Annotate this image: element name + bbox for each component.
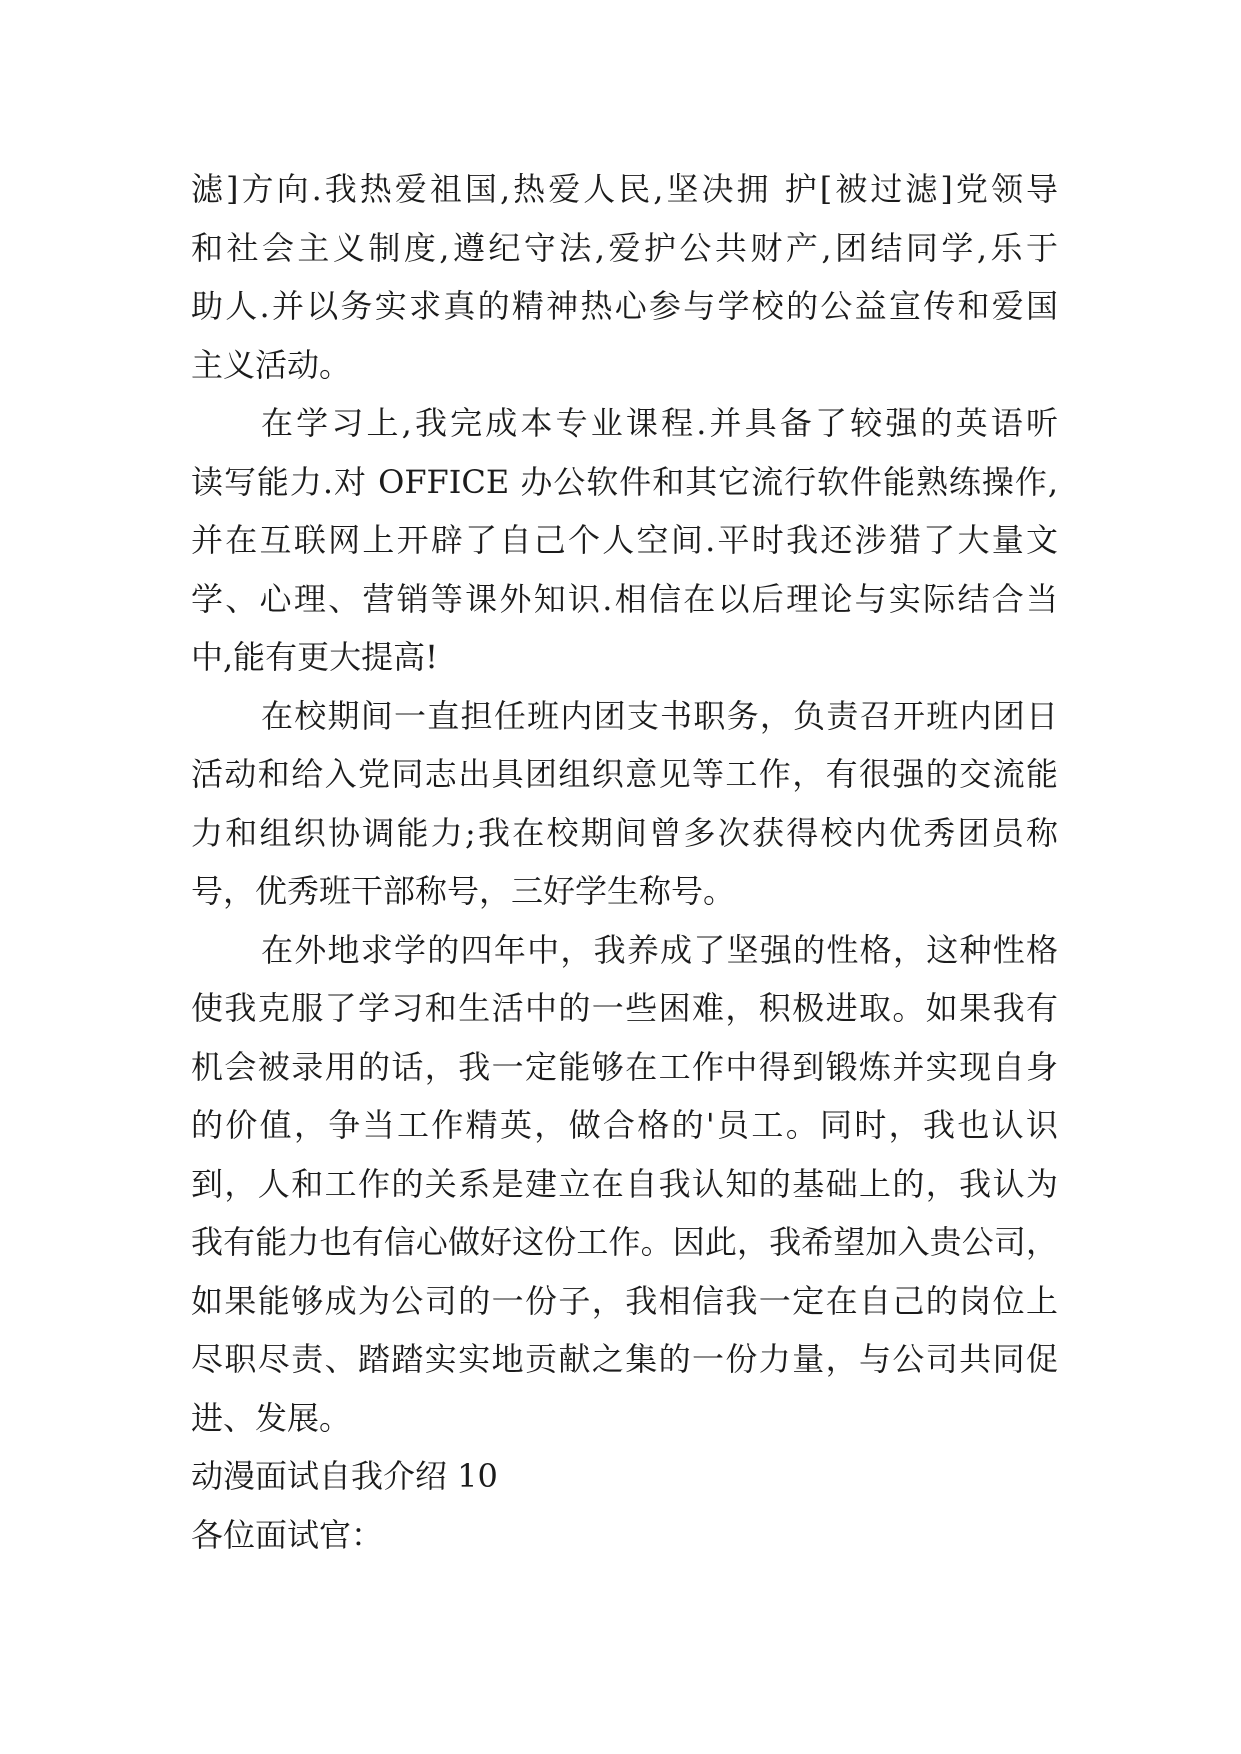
paragraph (191, 394, 1058, 687)
paragraph-line: 学、心理、营销等课外知识.相信在以后理论与实际结合当 (191, 579, 1058, 618)
salutation: 各位面试官： (191, 1515, 384, 1554)
paragraph-line: 机会被录用的话，我一定能够在工作中得到锻炼并实现自身 (191, 1047, 1058, 1086)
paragraph-line: 和社会主义制度,遵纪守法,爱护公共财产,团结同学,乐于 (191, 228, 1058, 267)
paragraph (191, 921, 1058, 1448)
paragraph-line: 中,能有更大提高! (191, 638, 439, 676)
paragraph-line: 进、发展。 (191, 1398, 352, 1437)
document-page (191, 160, 1058, 1564)
paragraph-line: 使我克服了学习和生活中的一些困难，积极进取。如果我有 (191, 989, 1058, 1027)
paragraph-line: 力和组织协调能力;我在校期间曾多次获得校内优秀团员称 (191, 813, 1058, 852)
paragraph-line: 读写能力.对 OFFICE 办公软件和其它流行软件能熟练操作, (191, 462, 1058, 501)
paragraph-line: 如果能够成为公司的一份子，我相信我一定在自己的岗位上 (191, 1281, 1058, 1320)
paragraph (191, 160, 1058, 394)
paragraph-line: 尽职尽责、踏踏实实地贡献之集的一份力量，与公司共同促 (191, 1340, 1058, 1378)
section-heading: 动漫面试自我介绍 10 (191, 1457, 498, 1495)
paragraph-line: 主义活动。 (191, 345, 352, 384)
paragraph-line: 在学习上,我完成本专业课程.并具备了较强的英语听 (261, 404, 1058, 442)
paragraph (191, 687, 1058, 921)
paragraph-line: 在校期间一直担任班内团支书职务，负责召开班内团日 (261, 696, 1058, 735)
paragraph-line: 滤]方向.我热爱祖国,热爱人民,坚决拥 护[被过滤]党领导 (191, 170, 1058, 208)
paragraph-line: 到，人和工作的关系是建立在自我认知的基础上的，我认为 (191, 1164, 1058, 1203)
paragraph-line: 活动和给入党同志出具团组织意见等工作，有很强的交流能 (191, 755, 1058, 793)
paragraph-line: 我有能力也有信心做好这份工作。因此，我希望加入贵公司， (191, 1223, 1058, 1261)
paragraph-line: 的价值，争当工作精英，做合格的'员工。同时，我也认识 (191, 1106, 1058, 1144)
paragraph-line: 号，优秀班干部称号，三好学生称号。 (191, 872, 736, 910)
paragraph-line: 助人.并以务实求真的精神热心参与学校的公益宣传和爱国 (191, 287, 1058, 325)
paragraph-line: 在外地求学的四年中，我养成了坚强的性格，这种性格 (261, 930, 1058, 969)
paragraph-line: 并在互联网上开辟了自己个人空间.平时我还涉猎了大量文 (191, 521, 1058, 559)
